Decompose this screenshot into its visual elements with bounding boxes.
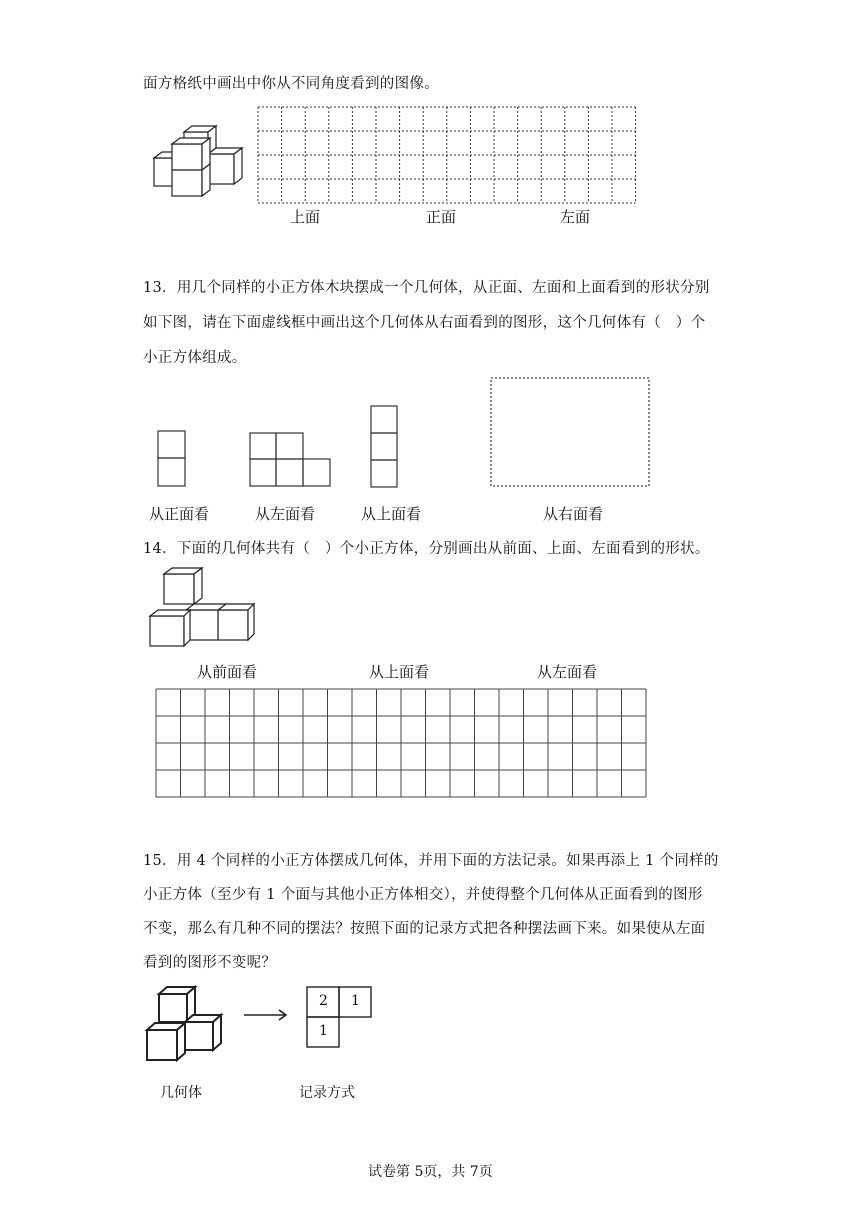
intro-text: 面方格纸中画出中你从不同角度看到的图像。 [143,76,439,92]
q13-top-view [370,405,400,489]
q15-line-2: 小正方体（至少有 1 个面与其他小正方体相交），并使得整个几何体从正面看到的图形 [143,887,703,903]
q13-line-2: 如下图，请在下面虚线框中画出这个几何体从右面看到的图形，这个几何体有（ ）个 [143,315,706,331]
q15-line-3: 不变，那么有几种不同的摆法？按照下面的记录方式把各种摆法画下来。如果使从左面 [143,921,706,937]
q12-cube-figure [150,122,250,198]
q15-line-1: 15．用 4 个同样的小正方体摆成几何体，并用下面的方法记录。如果再添上 1 个同样的 [143,853,719,869]
record-cell-3: 1 [319,1023,328,1039]
arrow-icon [242,1008,290,1022]
q13-label-front: 从正面看 [149,505,210,523]
q15-record-grid [306,986,374,1050]
q13-label-right: 从右面看 [543,505,604,523]
q14-label-front: 从前面看 [197,663,258,681]
q12-label-top: 上面 [290,208,321,226]
q13-left-view [249,432,333,488]
q13-line-3: 小正方体组成。 [143,350,247,366]
q15-line-4: 看到的图形不变呢？ [143,955,277,971]
q14-grid [155,688,649,800]
q13-right-view-frame [490,377,652,489]
q14-cube-figure [148,564,258,648]
q13-label-top: 从上面看 [361,505,422,523]
q15-label-solid: 几何体 [160,1085,202,1101]
q15-label-record: 记录方式 [299,1085,355,1101]
q15-cube-figure [143,984,227,1064]
q12-label-left: 左面 [560,208,591,226]
page-footer: 试卷第 5页，共 7页 [368,1164,493,1180]
q13-front-view [157,430,187,488]
record-cell-2: 1 [351,993,360,1009]
q13-label-left: 从左面看 [255,505,316,523]
q13-line-1: 13．用几个同样的小正方体木块摆成一个几何体，从正面、左面和上面看到的形状分别 [143,280,710,296]
q12-label-front: 正面 [426,208,457,226]
record-cell-1: 2 [319,993,328,1009]
q12-dotted-grid [257,106,637,206]
q14-text: 14．下面的几何体共有（ ）个小正方体，分别画出从前面、上面、左面看到的形状。 [143,541,710,557]
q14-label-top: 从上面看 [369,663,430,681]
q14-label-left: 从左面看 [537,663,598,681]
